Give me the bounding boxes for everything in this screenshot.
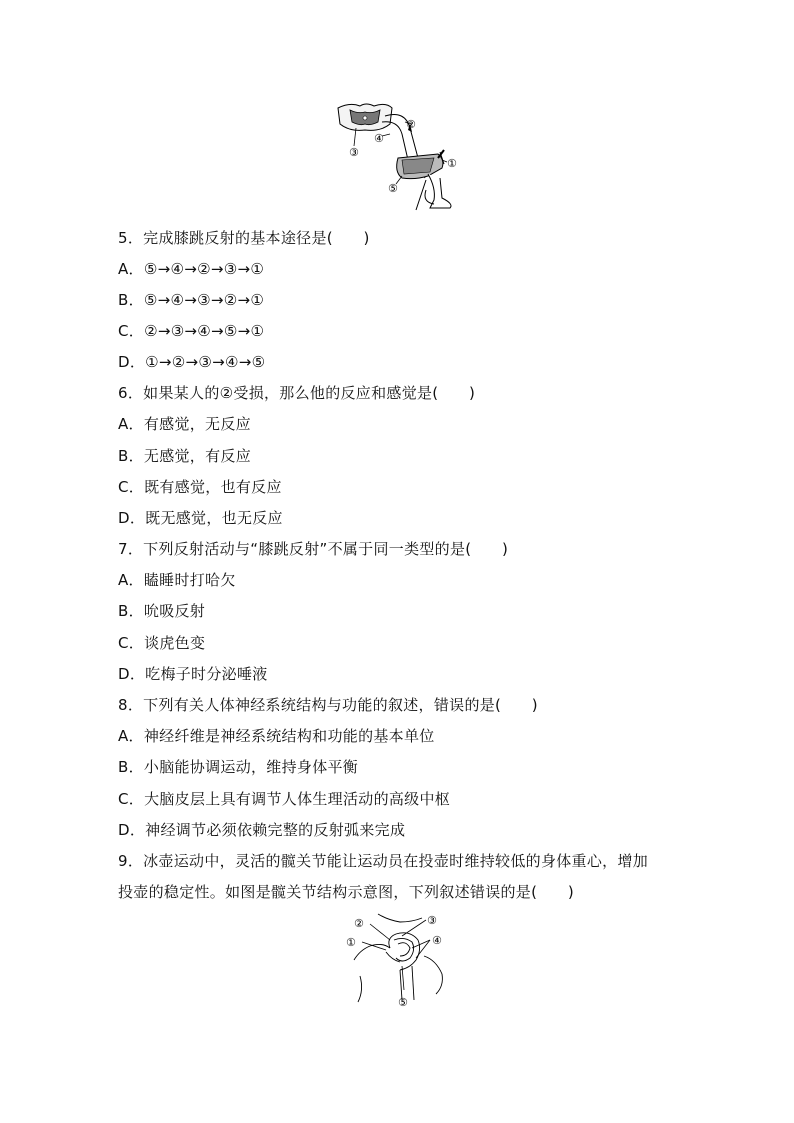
reflex-arc-figure (330, 98, 465, 218)
reflex-arc-diagram (330, 98, 465, 218)
question-7-stem: 7．下列反射活动与“膝跳反射”不属于同一类型的是( ) (118, 540, 509, 558)
hip-joint-diagram (340, 910, 460, 1010)
question-8-stem: 8．下列有关人体神经系统结构与功能的叙述，错误的是( ) (118, 696, 538, 714)
question-5-stem: 5．完成膝跳反射的基本途径是( ) (118, 229, 370, 247)
figure1-label: ③ (349, 146, 359, 159)
question-6-option-c: C．既有感觉，也有反应 (118, 478, 282, 496)
question-7-option-d: D．吃梅子时分泌唾液 (118, 665, 268, 683)
question-6-stem: 6．如果某人的②受损，那么他的反应和感觉是( ) (118, 384, 476, 402)
leg-illustration (397, 150, 451, 210)
question-8-option-d: D．神经调节必须依赖完整的反射弧来完成 (118, 821, 406, 839)
question-8-option-c: C．大脑皮层上具有调节人体生理活动的高级中枢 (118, 790, 451, 808)
question-5-option-d: D．①→②→③→④→⑤ (118, 353, 266, 371)
question-8-option-b: B．小脑能协调运动，维持身体平衡 (118, 758, 359, 776)
question-5-option-b: B．⑤→④→③→②→① (118, 291, 265, 309)
figure2-label: ② (354, 917, 364, 930)
question-8-option-a: A．神经纤维是神经系统结构和功能的基本单位 (118, 727, 435, 745)
question-6-option-b: B．无感觉，有反应 (118, 447, 251, 465)
question-7-option-b: B．吮吸反射 (118, 602, 206, 620)
figure1-label: ④ (374, 132, 384, 145)
figure2-label: ③ (427, 914, 437, 927)
question-7-option-a: A．瞌睡时打哈欠 (118, 571, 236, 589)
question-7-option-c: C．谈虎色变 (118, 634, 206, 652)
figure1-label: ② (406, 118, 416, 131)
question-5-option-a: A．⑤→④→②→③→① (118, 260, 265, 278)
hip-joint-illustration (354, 914, 442, 1002)
figure1-label: ⑤ (388, 182, 398, 195)
figure2-label: ④ (432, 934, 442, 947)
question-9-stem-line2: 投壶的稳定性。如图是髋关节结构示意图，下列叙述错误的是( ) (118, 883, 575, 901)
hip-joint-figure (340, 910, 460, 1010)
question-6-option-a: A．有感觉，无反应 (118, 415, 251, 433)
figure2-label: ① (346, 936, 356, 949)
question-5-option-c: C．②→③→④→⑤→① (118, 322, 265, 340)
figure1-label: ① (447, 157, 457, 170)
figure2-label: ⑤ (398, 996, 408, 1009)
question-6-option-d: D．既无感觉，也无反应 (118, 509, 283, 527)
question-9-stem-line1: 9．冰壶运动中，灵活的髋关节能让运动员在投壶时维持较低的身体重心，增加 (118, 852, 649, 870)
spinal-cord (338, 104, 392, 130)
